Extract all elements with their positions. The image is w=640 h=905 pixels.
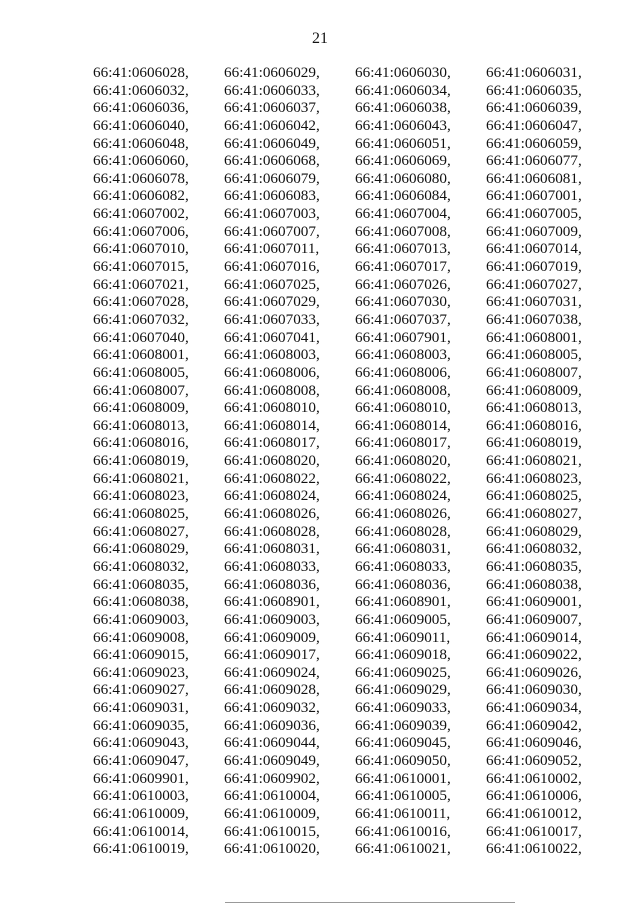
cadastral-code: 66:41:0610022, — [486, 840, 582, 858]
cadastral-code: 66:41:0609034, — [486, 699, 582, 717]
cadastral-code: 66:41:0607027, — [486, 275, 582, 293]
cadastral-code: 66:41:0607010, — [93, 240, 189, 258]
cadastral-code: 66:41:0608014, — [224, 416, 320, 434]
cadastral-code: 66:41:0610006, — [486, 787, 582, 805]
cadastral-code: 66:41:0609001, — [486, 593, 582, 611]
cadastral-code: 66:41:0606037, — [224, 99, 320, 117]
cadastral-code: 66:41:0606042, — [224, 116, 320, 134]
cadastral-code: 66:41:0607041, — [224, 328, 320, 346]
cadastral-code: 66:41:0608016, — [486, 416, 582, 434]
cadastral-code: 66:41:0609030, — [486, 681, 582, 699]
cadastral-code: 66:41:0607038, — [486, 310, 582, 328]
cadastral-code: 66:41:0608014, — [355, 416, 451, 434]
cadastral-code: 66:41:0606031, — [486, 64, 582, 81]
cadastral-code: 66:41:0609052, — [486, 751, 582, 769]
cadastral-code: 66:41:0607030, — [355, 293, 451, 311]
cadastral-code: 66:41:0607025, — [224, 275, 320, 293]
cadastral-code: 66:41:0606032, — [93, 81, 189, 99]
cadastral-code: 66:41:0609044, — [224, 734, 320, 752]
cadastral-code: 66:41:0609043, — [93, 734, 189, 752]
cadastral-code: 66:41:0609024, — [224, 663, 320, 681]
cadastral-code: 66:41:0608019, — [93, 452, 189, 470]
cadastral-code: 66:41:0606079, — [224, 169, 320, 187]
cadastral-code: 66:41:0610001, — [355, 769, 451, 787]
cadastral-code: 66:41:0609029, — [355, 681, 451, 699]
cadastral-code: 66:41:0608021, — [486, 452, 582, 470]
cadastral-code: 66:41:0608029, — [486, 522, 582, 540]
cadastral-code: 66:41:0608017, — [355, 434, 451, 452]
cadastral-code: 66:41:0608025, — [93, 505, 189, 523]
cadastral-code: 66:41:0609007, — [486, 610, 582, 628]
cadastral-code: 66:41:0609049, — [224, 751, 320, 769]
cadastral-code: 66:41:0608033, — [355, 557, 451, 575]
cadastral-code: 66:41:0606030, — [355, 64, 451, 81]
cadastral-code: 66:41:0608006, — [355, 363, 451, 381]
cadastral-code: 66:41:0607015, — [93, 258, 189, 276]
cadastral-code: 66:41:0606084, — [355, 187, 451, 205]
cadastral-code-list — [93, 64, 617, 858]
cadastral-code: 66:41:0608031, — [355, 540, 451, 558]
cadastral-code: 66:41:0609026, — [486, 663, 582, 681]
cadastral-code: 66:41:0608032, — [93, 557, 189, 575]
cadastral-code: 66:41:0608020, — [355, 452, 451, 470]
cadastral-code: 66:41:0608005, — [486, 346, 582, 364]
cadastral-code: 66:41:0606081, — [486, 169, 582, 187]
cadastral-code: 66:41:0606077, — [486, 152, 582, 170]
cadastral-code: 66:41:0609042, — [486, 716, 582, 734]
cadastral-code: 66:41:0608023, — [93, 487, 189, 505]
cadastral-code: 66:41:0607040, — [93, 328, 189, 346]
cadastral-code: 66:41:0606038, — [355, 99, 451, 117]
cadastral-code: 66:41:0607004, — [355, 205, 451, 223]
cadastral-code: 66:41:0610003, — [93, 787, 189, 805]
cadastral-code: 66:41:0606033, — [224, 81, 320, 99]
cadastral-code: 66:41:0608029, — [93, 540, 189, 558]
cadastral-code: 66:41:0608026, — [355, 505, 451, 523]
cadastral-code: 66:41:0609902, — [224, 769, 320, 787]
cadastral-code: 66:41:0607021, — [93, 275, 189, 293]
cadastral-code: 66:41:0609008, — [93, 628, 189, 646]
cadastral-code: 66:41:0609028, — [224, 681, 320, 699]
cadastral-code: 66:41:0608031, — [224, 540, 320, 558]
cadastral-code: 66:41:0608010, — [355, 399, 451, 417]
cadastral-code: 66:41:0609015, — [93, 646, 189, 664]
cadastral-code: 66:41:0610020, — [224, 840, 320, 858]
cadastral-code: 66:41:0608021, — [93, 469, 189, 487]
cadastral-code: 66:41:0607037, — [355, 310, 451, 328]
cadastral-code: 66:41:0609018, — [355, 646, 451, 664]
cadastral-code: 66:41:0608026, — [224, 505, 320, 523]
cadastral-code: 66:41:0607013, — [355, 240, 451, 258]
cadastral-code: 66:41:0606059, — [486, 134, 582, 152]
cadastral-code: 66:41:0609017, — [224, 646, 320, 664]
cadastral-code: 66:41:0609023, — [93, 663, 189, 681]
cadastral-code: 66:41:0606082, — [93, 187, 189, 205]
cadastral-code: 66:41:0606069, — [355, 152, 451, 170]
cadastral-code: 66:41:0608027, — [93, 522, 189, 540]
cadastral-code: 66:41:0609032, — [224, 699, 320, 717]
cadastral-code: 66:41:0607031, — [486, 293, 582, 311]
cadastral-code: 66:41:0610017, — [486, 822, 582, 840]
cadastral-code: 66:41:0610016, — [355, 822, 451, 840]
cadastral-code: 66:41:0607019, — [486, 258, 582, 276]
cadastral-code: 66:41:0609901, — [93, 769, 189, 787]
cadastral-code: 66:41:0608006, — [224, 363, 320, 381]
cadastral-code: 66:41:0606060, — [93, 152, 189, 170]
cadastral-code: 66:41:0606083, — [224, 187, 320, 205]
cadastral-code: 66:41:0608901, — [224, 593, 320, 611]
cadastral-code: 66:41:0608019, — [486, 434, 582, 452]
cadastral-code: 66:41:0608001, — [486, 328, 582, 346]
cadastral-code: 66:41:0607016, — [224, 258, 320, 276]
cadastral-code: 66:41:0607029, — [224, 293, 320, 311]
cadastral-code: 66:41:0609005, — [355, 610, 451, 628]
cadastral-code: 66:41:0606051, — [355, 134, 451, 152]
cadastral-code: 66:41:0609036, — [224, 716, 320, 734]
cadastral-code: 66:41:0608035, — [93, 575, 189, 593]
cadastral-code: 66:41:0608003, — [355, 346, 451, 364]
page-number: 21 — [312, 30, 328, 47]
cadastral-code: 66:41:0606068, — [224, 152, 320, 170]
cadastral-code: 66:41:0610005, — [355, 787, 451, 805]
cadastral-code: 66:41:0610015, — [224, 822, 320, 840]
cadastral-code: 66:41:0606078, — [93, 169, 189, 187]
cadastral-code: 66:41:0608025, — [486, 487, 582, 505]
cadastral-code: 66:41:0606080, — [355, 169, 451, 187]
cadastral-code: 66:41:0607001, — [486, 187, 582, 205]
cadastral-code: 66:41:0607011, — [224, 240, 320, 258]
cadastral-code: 66:41:0608033, — [224, 557, 320, 575]
cadastral-code: 66:41:0608038, — [93, 593, 189, 611]
cadastral-code: 66:41:0608007, — [486, 363, 582, 381]
cadastral-code: 66:41:0608017, — [224, 434, 320, 452]
cadastral-code: 66:41:0608038, — [486, 575, 582, 593]
cadastral-code: 66:41:0606029, — [224, 64, 320, 81]
cadastral-code: 66:41:0608016, — [93, 434, 189, 452]
cadastral-code: 66:41:0610009, — [224, 804, 320, 822]
cadastral-code: 66:41:0609035, — [93, 716, 189, 734]
cadastral-code: 66:41:0609031, — [93, 699, 189, 717]
cadastral-code: 66:41:0608023, — [486, 469, 582, 487]
cadastral-code: 66:41:0609025, — [355, 663, 451, 681]
cadastral-code: 66:41:0609003, — [93, 610, 189, 628]
cadastral-code: 66:41:0607007, — [224, 222, 320, 240]
cadastral-code: 66:41:0609039, — [355, 716, 451, 734]
cadastral-code: 66:41:0606047, — [486, 116, 582, 134]
cadastral-code: 66:41:0608005, — [93, 363, 189, 381]
cadastral-code: 66:41:0608036, — [224, 575, 320, 593]
cadastral-code: 66:41:0608901, — [355, 593, 451, 611]
cadastral-code: 66:41:0609014, — [486, 628, 582, 646]
cadastral-code: 66:41:0609045, — [355, 734, 451, 752]
cadastral-code: 66:41:0606039, — [486, 99, 582, 117]
cadastral-code: 66:41:0609011, — [355, 628, 451, 646]
cadastral-code: 66:41:0606035, — [486, 81, 582, 99]
cadastral-code: 66:41:0607033, — [224, 310, 320, 328]
cadastral-code: 66:41:0608022, — [224, 469, 320, 487]
cadastral-code: 66:41:0610004, — [224, 787, 320, 805]
cadastral-code: 66:41:0610019, — [93, 840, 189, 858]
cadastral-code: 66:41:0609033, — [355, 699, 451, 717]
cadastral-code: 66:41:0610011, — [355, 804, 451, 822]
cadastral-code: 66:41:0608003, — [224, 346, 320, 364]
cadastral-code: 66:41:0609027, — [93, 681, 189, 699]
bottom-divider — [225, 902, 515, 903]
cadastral-code: 66:41:0609022, — [486, 646, 582, 664]
cadastral-code: 66:41:0610021, — [355, 840, 451, 858]
cadastral-code: 66:41:0607017, — [355, 258, 451, 276]
cadastral-code: 66:41:0608008, — [355, 381, 451, 399]
cadastral-code: 66:41:0607002, — [93, 205, 189, 223]
cadastral-code: 66:41:0610002, — [486, 769, 582, 787]
cadastral-code: 66:41:0608024, — [224, 487, 320, 505]
cadastral-code: 66:41:0608013, — [486, 399, 582, 417]
cadastral-code: 66:41:0608009, — [486, 381, 582, 399]
cadastral-code: 66:41:0608028, — [355, 522, 451, 540]
cadastral-code: 66:41:0608032, — [486, 540, 582, 558]
cadastral-code: 66:41:0608013, — [93, 416, 189, 434]
cadastral-code: 66:41:0606036, — [93, 99, 189, 117]
cadastral-code: 66:41:0607901, — [355, 328, 451, 346]
cadastral-code: 66:41:0608022, — [355, 469, 451, 487]
cadastral-code: 66:41:0606040, — [93, 116, 189, 134]
cadastral-code: 66:41:0608010, — [224, 399, 320, 417]
cadastral-code: 66:41:0609003, — [224, 610, 320, 628]
cadastral-code: 66:41:0609050, — [355, 751, 451, 769]
cadastral-code: 66:41:0608024, — [355, 487, 451, 505]
cadastral-code: 66:41:0609047, — [93, 751, 189, 769]
cadastral-code: 66:41:0610009, — [93, 804, 189, 822]
cadastral-code: 66:41:0608035, — [486, 557, 582, 575]
cadastral-code: 66:41:0607006, — [93, 222, 189, 240]
cadastral-code: 66:41:0608028, — [224, 522, 320, 540]
cadastral-code: 66:41:0606043, — [355, 116, 451, 134]
cadastral-code: 66:41:0607026, — [355, 275, 451, 293]
cadastral-code: 66:41:0609046, — [486, 734, 582, 752]
cadastral-code: 66:41:0608027, — [486, 505, 582, 523]
cadastral-code: 66:41:0607032, — [93, 310, 189, 328]
cadastral-code: 66:41:0608020, — [224, 452, 320, 470]
cadastral-code: 66:41:0608009, — [93, 399, 189, 417]
cadastral-code: 66:41:0606048, — [93, 134, 189, 152]
cadastral-code: 66:41:0606049, — [224, 134, 320, 152]
cadastral-code: 66:41:0610014, — [93, 822, 189, 840]
cadastral-code: 66:41:0608008, — [224, 381, 320, 399]
cadastral-code: 66:41:0607009, — [486, 222, 582, 240]
cadastral-code: 66:41:0608001, — [93, 346, 189, 364]
cadastral-code: 66:41:0607014, — [486, 240, 582, 258]
cadastral-code: 66:41:0607008, — [355, 222, 451, 240]
cadastral-code: 66:41:0608036, — [355, 575, 451, 593]
cadastral-code: 66:41:0607028, — [93, 293, 189, 311]
cadastral-code: 66:41:0610012, — [486, 804, 582, 822]
cadastral-code: 66:41:0606034, — [355, 81, 451, 99]
cadastral-code: 66:41:0607003, — [224, 205, 320, 223]
cadastral-code: 66:41:0608007, — [93, 381, 189, 399]
cadastral-code: 66:41:0606028, — [93, 64, 189, 81]
cadastral-code: 66:41:0609009, — [224, 628, 320, 646]
cadastral-code: 66:41:0607005, — [486, 205, 582, 223]
